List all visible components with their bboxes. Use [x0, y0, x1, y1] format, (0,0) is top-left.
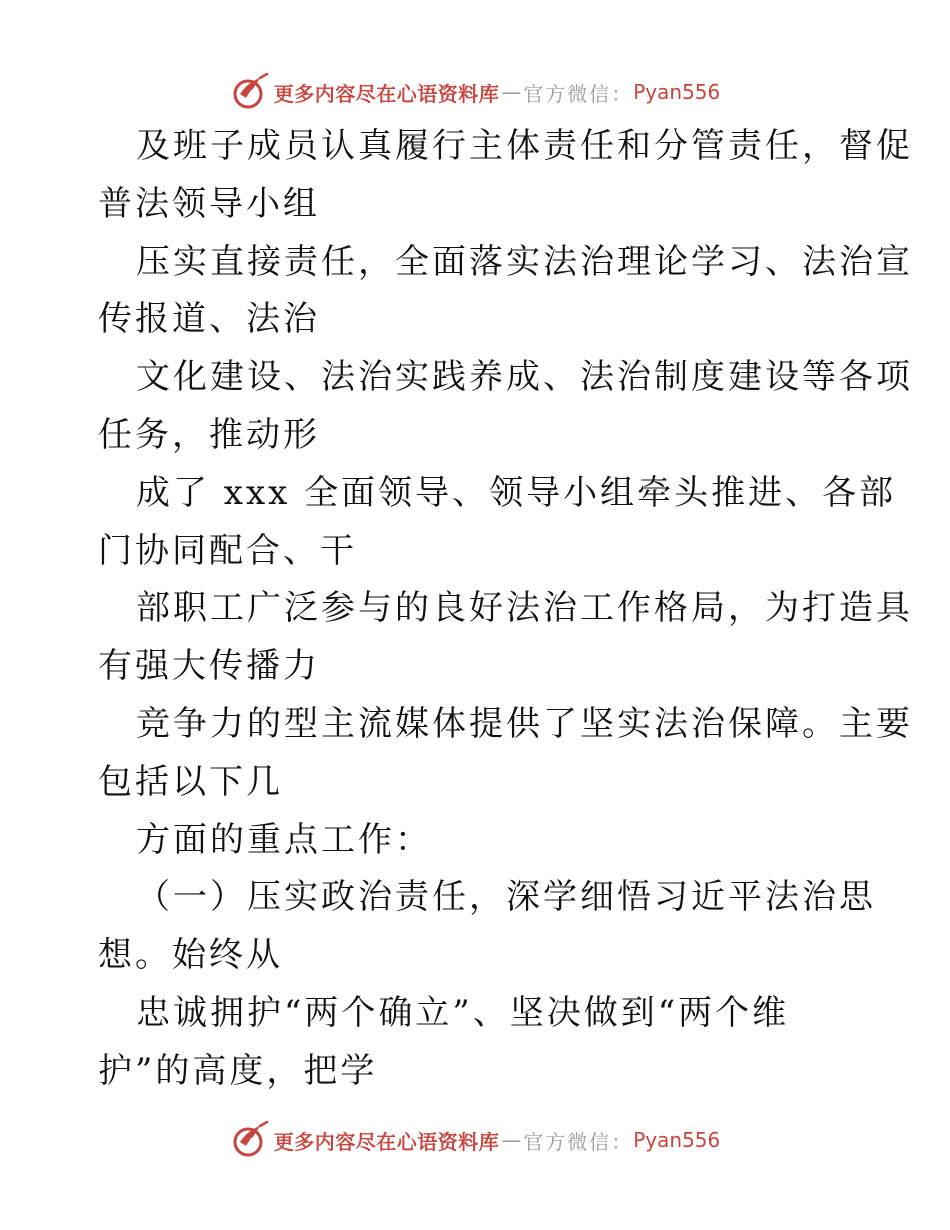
- banner-title: 更多内容尽在心语资料库: [273, 1129, 500, 1154]
- text-line: 部职工广泛参与的良好法治工作格局，为打造具: [136, 588, 913, 629]
- banner-dash: —: [501, 80, 522, 104]
- banner-wechat-id: Pyan556: [633, 1128, 721, 1152]
- document-body: [98, 118, 913, 1101]
- text-line: 有强大传播力: [98, 646, 320, 687]
- text-line: 普法领导小组: [98, 183, 320, 224]
- text-line: 竞争力的型主流媒体提供了坚实法治保障。主要: [136, 703, 913, 744]
- text-line: 传报道、法治: [98, 299, 320, 340]
- banner-wechat-label: 官方微信：: [523, 81, 634, 106]
- text-line: 想。始终从: [98, 935, 283, 976]
- footer-banner: [0, 1118, 950, 1162]
- text-line: 成了 xxx 全面领导、领导小组牵头推进、各部: [136, 472, 897, 513]
- text-line: 文化建设、法治实践养成、法治制度建设等各项: [136, 357, 913, 398]
- text-line: 包括以下几: [98, 761, 283, 802]
- banner-wechat-id: Pyan556: [633, 80, 721, 104]
- text-line: 任务，推动形: [98, 414, 320, 455]
- quill-logo-icon: [230, 1120, 270, 1160]
- text-line: 方面的重点工作：: [136, 819, 432, 860]
- banner-dash: —: [501, 1128, 522, 1152]
- banner-title: 更多内容尽在心语资料库: [273, 81, 500, 106]
- text-line: 门协同配合、干: [98, 530, 357, 571]
- text-line: 护”的高度，把学: [98, 1050, 378, 1091]
- banner-wechat-label: 官方微信：: [523, 1129, 634, 1154]
- text-line: 忠诚拥护“两个确立”、坚决做到“两个维: [136, 992, 790, 1033]
- text-line: （一）压实政治责任，深学细悟习近平法治思: [136, 877, 876, 918]
- text-line: 及班子成员认真履行主体责任和分管责任，督促: [136, 126, 913, 166]
- quill-logo-icon: [230, 72, 270, 112]
- header-banner: [0, 70, 950, 114]
- text-line: 压实直接责任，全面落实法治理论学习、法治宣: [136, 241, 913, 282]
